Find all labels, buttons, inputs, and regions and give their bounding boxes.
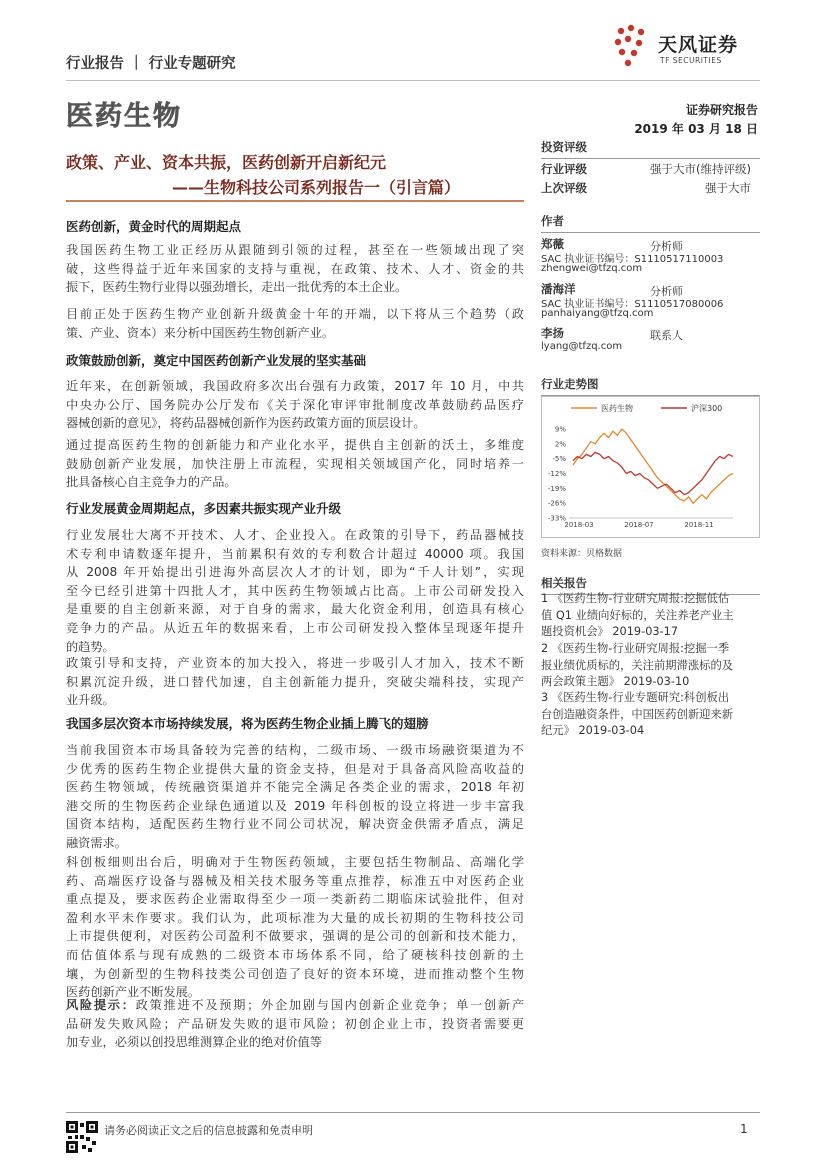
author-email[interactable]: panhaiyang@tfzq.com bbox=[541, 308, 654, 319]
author-role: 分析师 bbox=[650, 240, 683, 253]
prev-rating-label: 上次评级 bbox=[541, 181, 587, 195]
text-line: 批具备核心自主竞争力的产品。 bbox=[66, 475, 237, 490]
related-title: 相关报告 bbox=[541, 576, 587, 590]
logo-dot bbox=[618, 28, 624, 34]
authors-section bbox=[541, 213, 761, 233]
rating-divider bbox=[541, 158, 760, 159]
author-role: 联系人 bbox=[650, 329, 683, 342]
logo-dot bbox=[619, 49, 625, 55]
report-type: 行业报告 ｜ 行业专题研究 bbox=[66, 56, 236, 72]
text-line: 医药创新产业不断发展。 bbox=[66, 985, 201, 1000]
text-line: 药、高端医疗设备与器械及相关技术服务等重点推荐，标准五中对医药企业 bbox=[66, 873, 524, 888]
author-cert: SAC 执业证书编号：S1110517110003 bbox=[541, 254, 724, 265]
trend-chart bbox=[541, 396, 760, 538]
logo-dot bbox=[625, 36, 631, 42]
text-line: 我国医药生物工业正经历从跟随到引领的过程，甚至在一些领域出现了突 bbox=[66, 243, 524, 257]
text-line: 两会政策主题》 2019-03-10 bbox=[541, 675, 690, 689]
page-number: 1 bbox=[740, 1122, 748, 1136]
y-tick-label: 2% bbox=[554, 440, 566, 449]
header-divider bbox=[66, 80, 760, 81]
authors-divider bbox=[541, 232, 760, 233]
text-line: 壤，为创新型的生物科技类公司创造了良好的资本环境，进而推动整个生物 bbox=[66, 966, 524, 981]
text-line: 2 《医药生物-行业研究周报:挖掘一季 bbox=[541, 642, 730, 655]
section-heading: 行业发展黄金周期起点，多因素共振实现产业升级 bbox=[66, 501, 342, 516]
text-line: 目前正处于医药生物产业创新升级黄金十年的开端，以下将从三个趋势（政 bbox=[66, 307, 524, 321]
text-line: 少优秀的医药生物企业提供大量的资金支持，但是对于具备高风险高收益的 bbox=[66, 761, 524, 776]
text-line: 题投资机会》 2019-03-17 bbox=[541, 625, 679, 639]
text-line: 中央办公厅、国务院办公厅发布《关于深化审评审批制度改革鼓励药品医疗 bbox=[66, 397, 524, 412]
qr-code-icon bbox=[66, 1121, 98, 1153]
related-report-link[interactable] bbox=[541, 591, 763, 641]
logo-dot bbox=[615, 39, 621, 45]
y-tick-label: -19% bbox=[547, 484, 566, 493]
logo-dot bbox=[625, 60, 631, 66]
author-name: 潘海洋 bbox=[541, 282, 576, 296]
text-line: 器械创新的意见》，将药品器械创新作为医药政策方面的顶层设计。 bbox=[66, 416, 426, 431]
prev-rating-value: 强于大市 bbox=[705, 181, 751, 195]
logo-dot bbox=[638, 29, 644, 35]
text-line: 医药生物领域，传统融资渠道并不能完全满足各类企业的需求，2018 年初 bbox=[66, 780, 524, 795]
rating-value: 强于大市(维持评级) bbox=[650, 162, 751, 176]
chart-source: 资料来源：贝格数据 bbox=[541, 549, 623, 559]
text-line: 竞争力的产品。从近五年的数据来看，上市公司研发投入整体呈现逐年提升 bbox=[66, 620, 524, 635]
report-kind: 证券研究报告 bbox=[685, 103, 758, 117]
paragraph bbox=[66, 436, 524, 492]
logo-name: 天风证券 bbox=[658, 34, 739, 56]
rating-label: 行业评级 bbox=[541, 162, 587, 176]
author-email[interactable]: zhengwei@tfzq.com bbox=[541, 263, 643, 274]
text-line: 而估值体系与现有成熟的二级资本市场体系不同，给了硬核科技创新的土 bbox=[66, 947, 524, 962]
text-line: 1 《医药生物-行业研究周报:挖掘低估 bbox=[541, 592, 730, 605]
trend-title: 行业走势图 bbox=[541, 377, 599, 391]
text-line: 行业发展壮大离不开技术、人才、企业投入。在政策的引导下，药品器械技 bbox=[66, 528, 524, 542]
text-line: 通过提高医药生物的创新能力和产业化水平，提供自主创新的沃土，多维度 bbox=[66, 438, 524, 452]
logo-subtitle: TF SECURITIES bbox=[660, 56, 722, 65]
legend-label: 医药生物 bbox=[601, 404, 633, 413]
paragraph bbox=[66, 741, 524, 853]
text-line: 报业绩优质标的，关注前期滞涨标的及 bbox=[541, 658, 734, 672]
section-heading: 医药创新，黄金时代的周期起点 bbox=[66, 219, 242, 234]
logo-dot bbox=[628, 25, 634, 31]
author-name: 郑薇 bbox=[541, 237, 564, 251]
paragraph bbox=[66, 241, 524, 297]
logo-dot bbox=[631, 50, 637, 56]
text-line: 当前我国资本市场具备较为完善的结构，二级市场、一级市场融资渠道为不 bbox=[66, 743, 524, 757]
related-report-link[interactable] bbox=[541, 641, 763, 691]
paragraph bbox=[66, 305, 524, 342]
risk-paragraph bbox=[66, 996, 524, 1052]
rating-section bbox=[541, 139, 761, 159]
related-report-link[interactable] bbox=[541, 690, 763, 740]
text-line: 鼓励创新产业发展，加快注册上市流程，实现相关领域国产化，同时培养一 bbox=[66, 456, 524, 471]
text-line: 积累沉淀升级，进口替代加速，自主创新能力提升，突破尖端科技，实现产 bbox=[66, 674, 524, 689]
author-role: 分析师 bbox=[650, 285, 683, 298]
footer-disclaimer: 请务必阅读正文之后的信息披露和免责申明 bbox=[104, 1124, 313, 1137]
industry-name: 医药生物 bbox=[66, 101, 182, 132]
y-tick-label: 9% bbox=[554, 425, 566, 434]
text-line: 是重要的自主创新来源，对于自身的需求，最大化资金利用，创造具有核心 bbox=[66, 602, 524, 617]
text-line: 科创板细则出台后，明确对于生物医药领域，主要包括生物制品、高端化学 bbox=[66, 855, 524, 869]
paragraph bbox=[66, 853, 524, 1002]
text-line: 近年来，在创新领域，我国政府多次出台强有力政策，2017 年 10 月，中共 bbox=[66, 379, 524, 393]
text-line: 振下，医药生物行业得以强劲增长，走出一批优秀的本土企业。 bbox=[66, 280, 408, 295]
text-line: 国资本结构，适配医药生物行业不同公司状况，解决资金供需矛盾点，满足 bbox=[66, 817, 524, 832]
risk-label: 风险提示： bbox=[66, 998, 136, 1012]
x-tick-label: 2018-07 bbox=[624, 521, 654, 529]
y-tick-label: -33% bbox=[547, 514, 566, 523]
risk-line: 加专业，必须以创投思维测算企业的绝对价值等 bbox=[66, 1035, 322, 1050]
risk-line: 品研发失败风险；产品研发失败的退市风险；初创企业上市，投资者需要更 bbox=[66, 1016, 524, 1031]
authors-title: 作者 bbox=[541, 214, 564, 228]
text-line: 纪元》 2019-03-04 bbox=[541, 724, 645, 738]
y-tick-label: -5% bbox=[552, 455, 566, 464]
text-line: 业升级。 bbox=[66, 693, 115, 708]
text-line: 从 2008 年开始提出引进海外高层次人才的计划，即为“千人计划”，实现 bbox=[66, 565, 524, 580]
y-tick-label: -12% bbox=[547, 470, 566, 478]
author-email[interactable]: lyang@tfzq.com bbox=[541, 341, 623, 352]
text-line: 破，这些得益于近年来国家的支持与重视，在政策、技术、人才、资金的共 bbox=[66, 261, 524, 276]
legend-label: 沪深300 bbox=[691, 404, 723, 413]
rating-title: 投资评级 bbox=[541, 140, 587, 154]
x-tick-label: 2018-03 bbox=[564, 521, 594, 529]
text-line: 盈利水平未作要求。我们认为，此项标准为大量的成长初期的生物科技公司 bbox=[66, 910, 524, 925]
y-tick-label: -26% bbox=[547, 499, 566, 508]
risk-text: 政策推进不及预期；外企加剧与国内创新企业竞争；单一创新产 bbox=[135, 998, 525, 1012]
report-subtitle: ——生物科技公司系列报告一（引言篇） bbox=[172, 178, 461, 197]
risk-first-line bbox=[66, 996, 524, 1015]
author-name: 李扬 bbox=[541, 326, 564, 340]
paragraph bbox=[66, 654, 524, 710]
section-heading: 政策鼓励创新，奠定中国医药创新产业发展的坚实基础 bbox=[66, 353, 367, 368]
report-date: 2019 年 03 月 18 日 bbox=[634, 122, 758, 136]
logo-dot bbox=[636, 40, 642, 46]
text-line: 3 《医药生物-行业专题研究:科创板出 bbox=[541, 691, 730, 704]
report-title: 政策、产业、资本共振，医药创新开启新纪元 bbox=[66, 153, 387, 172]
x-tick-label: 2018-11 bbox=[684, 521, 714, 529]
text-line: 港交所的生物医药企业绿色通道以及 2019 年科创板的设立将进一步丰富我 bbox=[66, 798, 524, 813]
trend-section bbox=[541, 376, 761, 396]
text-line: 重点提及，要求医药企业需取得至少一项一类新药二期临床试验批件，但对 bbox=[66, 892, 524, 907]
text-line: 的趋势。 bbox=[66, 639, 115, 654]
text-line: 政策引导和支持，产业资本的加大投入，将进一步吸引人才加入，技术不断 bbox=[66, 656, 524, 670]
section-heading: 我国多层次资本市场持续发展，将为医药生物企业插上腾飞的翅膀 bbox=[66, 716, 429, 731]
text-line: 融资需求。 bbox=[66, 835, 127, 850]
text-line: 至今已经引进第十四批人才，其中医药生物领域占比高。上市公司研发投入 bbox=[66, 583, 524, 598]
paragraph bbox=[66, 377, 524, 433]
text-line: 上市提供便利，对医药公司盈利不做要求，强调的是公司的创新和技术能力， bbox=[66, 929, 524, 944]
paragraph bbox=[66, 526, 524, 656]
title-divider bbox=[66, 200, 524, 202]
author-cert: SAC 执业证书编号：S1110517080006 bbox=[541, 299, 724, 310]
text-line: 台创造融资条件，中国医药创新迎来新 bbox=[541, 707, 734, 721]
text-line: 策、产业、资本）来分析中国医药生物创新产业。 bbox=[66, 325, 335, 340]
text-line: 值 Q1 业绩向好标的，关注养老产业主 bbox=[541, 608, 734, 622]
footer-divider bbox=[66, 1112, 760, 1113]
text-line: 术专利申请数逐年提升，当前累积有效的专利数合计超过 40000 项。我国 bbox=[66, 546, 524, 561]
